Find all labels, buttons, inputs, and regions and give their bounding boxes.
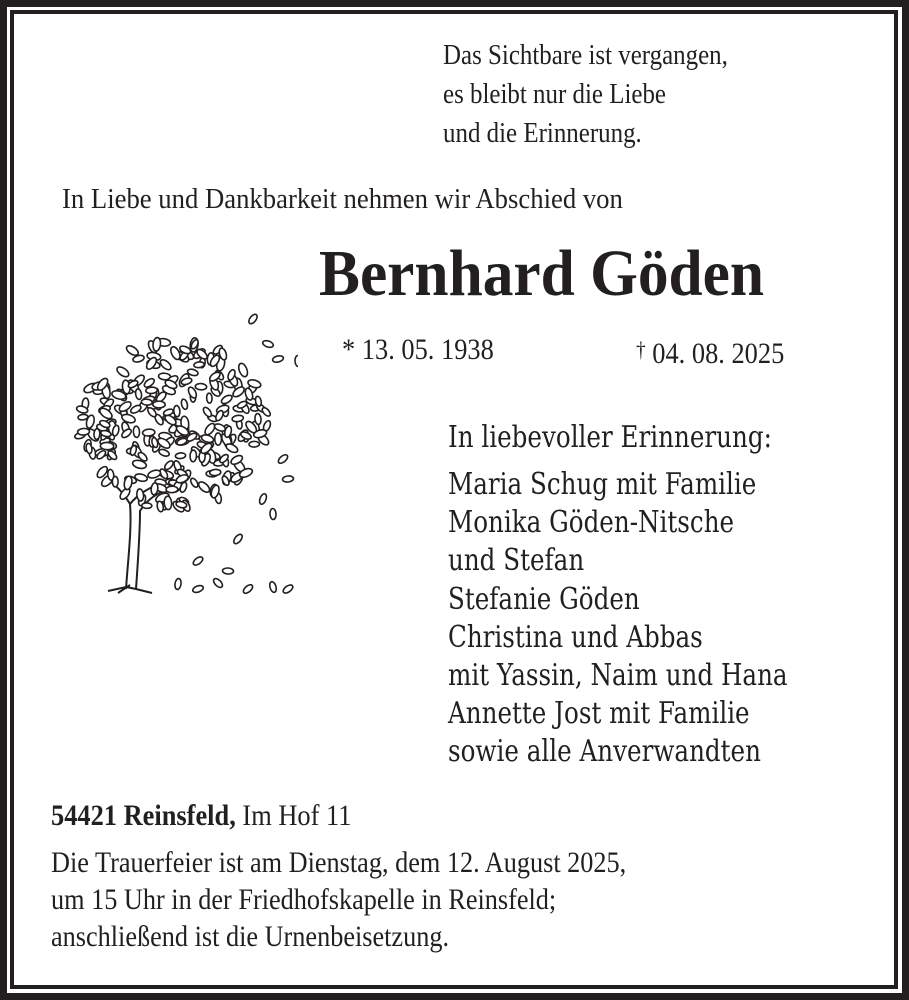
leaf	[164, 496, 172, 510]
leaf	[222, 568, 233, 575]
obituary-notice	[14, 14, 894, 985]
leaf	[282, 475, 294, 482]
leaf	[98, 406, 114, 420]
leaf	[254, 413, 261, 425]
motto-line: Das Sichtbare ist vergangen,	[443, 39, 728, 71]
mourner-line: mit Yassin, Naim und Hana	[448, 657, 788, 693]
leaf	[195, 383, 207, 390]
address	[51, 798, 351, 834]
leaf	[220, 394, 233, 406]
leaf	[262, 339, 274, 348]
mourner-line: sowie alle Anverwandten	[448, 734, 761, 770]
leaf	[135, 388, 143, 399]
death-date-value: 04. 08. 2025	[652, 337, 785, 370]
intro-text: In Liebe und Dankbarkeit nehmen wir Abschied von	[62, 183, 623, 215]
mourner-line: Maria Schug mit Familie	[448, 467, 757, 502]
leaf	[77, 428, 89, 435]
leaf	[237, 362, 249, 378]
leaf	[115, 365, 130, 379]
motto-line: es bleibt nur die Liebe	[443, 78, 667, 110]
leaf	[173, 405, 180, 417]
leaf	[112, 476, 118, 486]
leaf	[192, 584, 204, 593]
leaf	[152, 337, 161, 351]
cross-symbol: †	[636, 337, 646, 362]
leaf	[261, 406, 272, 417]
death-date	[636, 332, 784, 372]
leaf	[202, 406, 213, 418]
leaf	[270, 508, 277, 519]
leaf	[295, 355, 298, 366]
leaf	[174, 578, 182, 590]
leaf	[277, 453, 289, 465]
mourner-line: Christina und Abbas	[448, 619, 703, 655]
windblown-tree-icon	[48, 299, 298, 599]
leaf	[153, 401, 166, 408]
mourners-list	[448, 466, 788, 772]
service-line: um 15 Uhr in der Friedhofskapelle in Reinsfeld;	[51, 883, 557, 916]
mourners-heading: In liebevoller Erinnerung:	[448, 420, 772, 455]
leaf	[180, 398, 188, 409]
motto-verse	[443, 36, 728, 153]
leaf	[192, 555, 204, 566]
leaf	[282, 583, 294, 594]
leaf	[225, 442, 239, 454]
leaf	[146, 387, 158, 394]
leaf	[133, 426, 140, 438]
leaf	[247, 313, 258, 325]
leaf	[215, 433, 222, 445]
leaf	[94, 429, 100, 440]
mourner-line: Stefanie Göden	[448, 581, 640, 617]
leaf	[212, 577, 224, 589]
leaf	[175, 473, 189, 484]
leaf	[136, 489, 144, 502]
leaf	[190, 450, 197, 462]
leaf	[166, 486, 178, 493]
leaf	[159, 358, 173, 372]
leaf	[142, 503, 152, 509]
leaf	[232, 533, 244, 545]
leaf	[258, 493, 268, 505]
tree-roots	[108, 585, 152, 593]
leaf	[197, 480, 212, 494]
service-line: Die Trauerfeier ist am Dienstag, dem 12. August 2025,	[51, 846, 627, 879]
leaf	[158, 448, 170, 457]
leaf	[194, 361, 205, 368]
motto-line: und die Erinnerung.	[443, 117, 642, 149]
mourner-line: Monika Göden-Nitsche	[448, 505, 735, 541]
leaf	[142, 429, 155, 437]
leaf	[209, 469, 221, 476]
birth-symbol: *	[342, 333, 356, 366]
address-street: Im Hof 11	[235, 799, 352, 832]
deceased-name: Bernhard Göden	[319, 237, 765, 310]
leaf	[78, 414, 88, 420]
leaf	[100, 442, 114, 450]
service-line: anschließend ist die Urnenbeisetzung.	[51, 920, 450, 953]
mourner-line: und Stefan	[448, 543, 585, 579]
leaf	[272, 355, 284, 363]
leaf	[242, 583, 254, 595]
leaf	[189, 477, 199, 488]
leaf	[141, 399, 152, 406]
address-place: 54421 Reinsfeld,	[51, 799, 236, 832]
leaf	[163, 459, 174, 471]
leaf	[269, 581, 278, 593]
mourner-line: Annette Jost mit Familie	[448, 696, 750, 732]
birth-date	[342, 332, 494, 368]
service-info	[51, 844, 626, 955]
leaf	[249, 441, 260, 447]
birth-date-value: 13. 05. 1938	[361, 333, 494, 366]
leaf	[206, 393, 212, 403]
leaf	[147, 469, 161, 480]
leaf	[175, 453, 186, 459]
